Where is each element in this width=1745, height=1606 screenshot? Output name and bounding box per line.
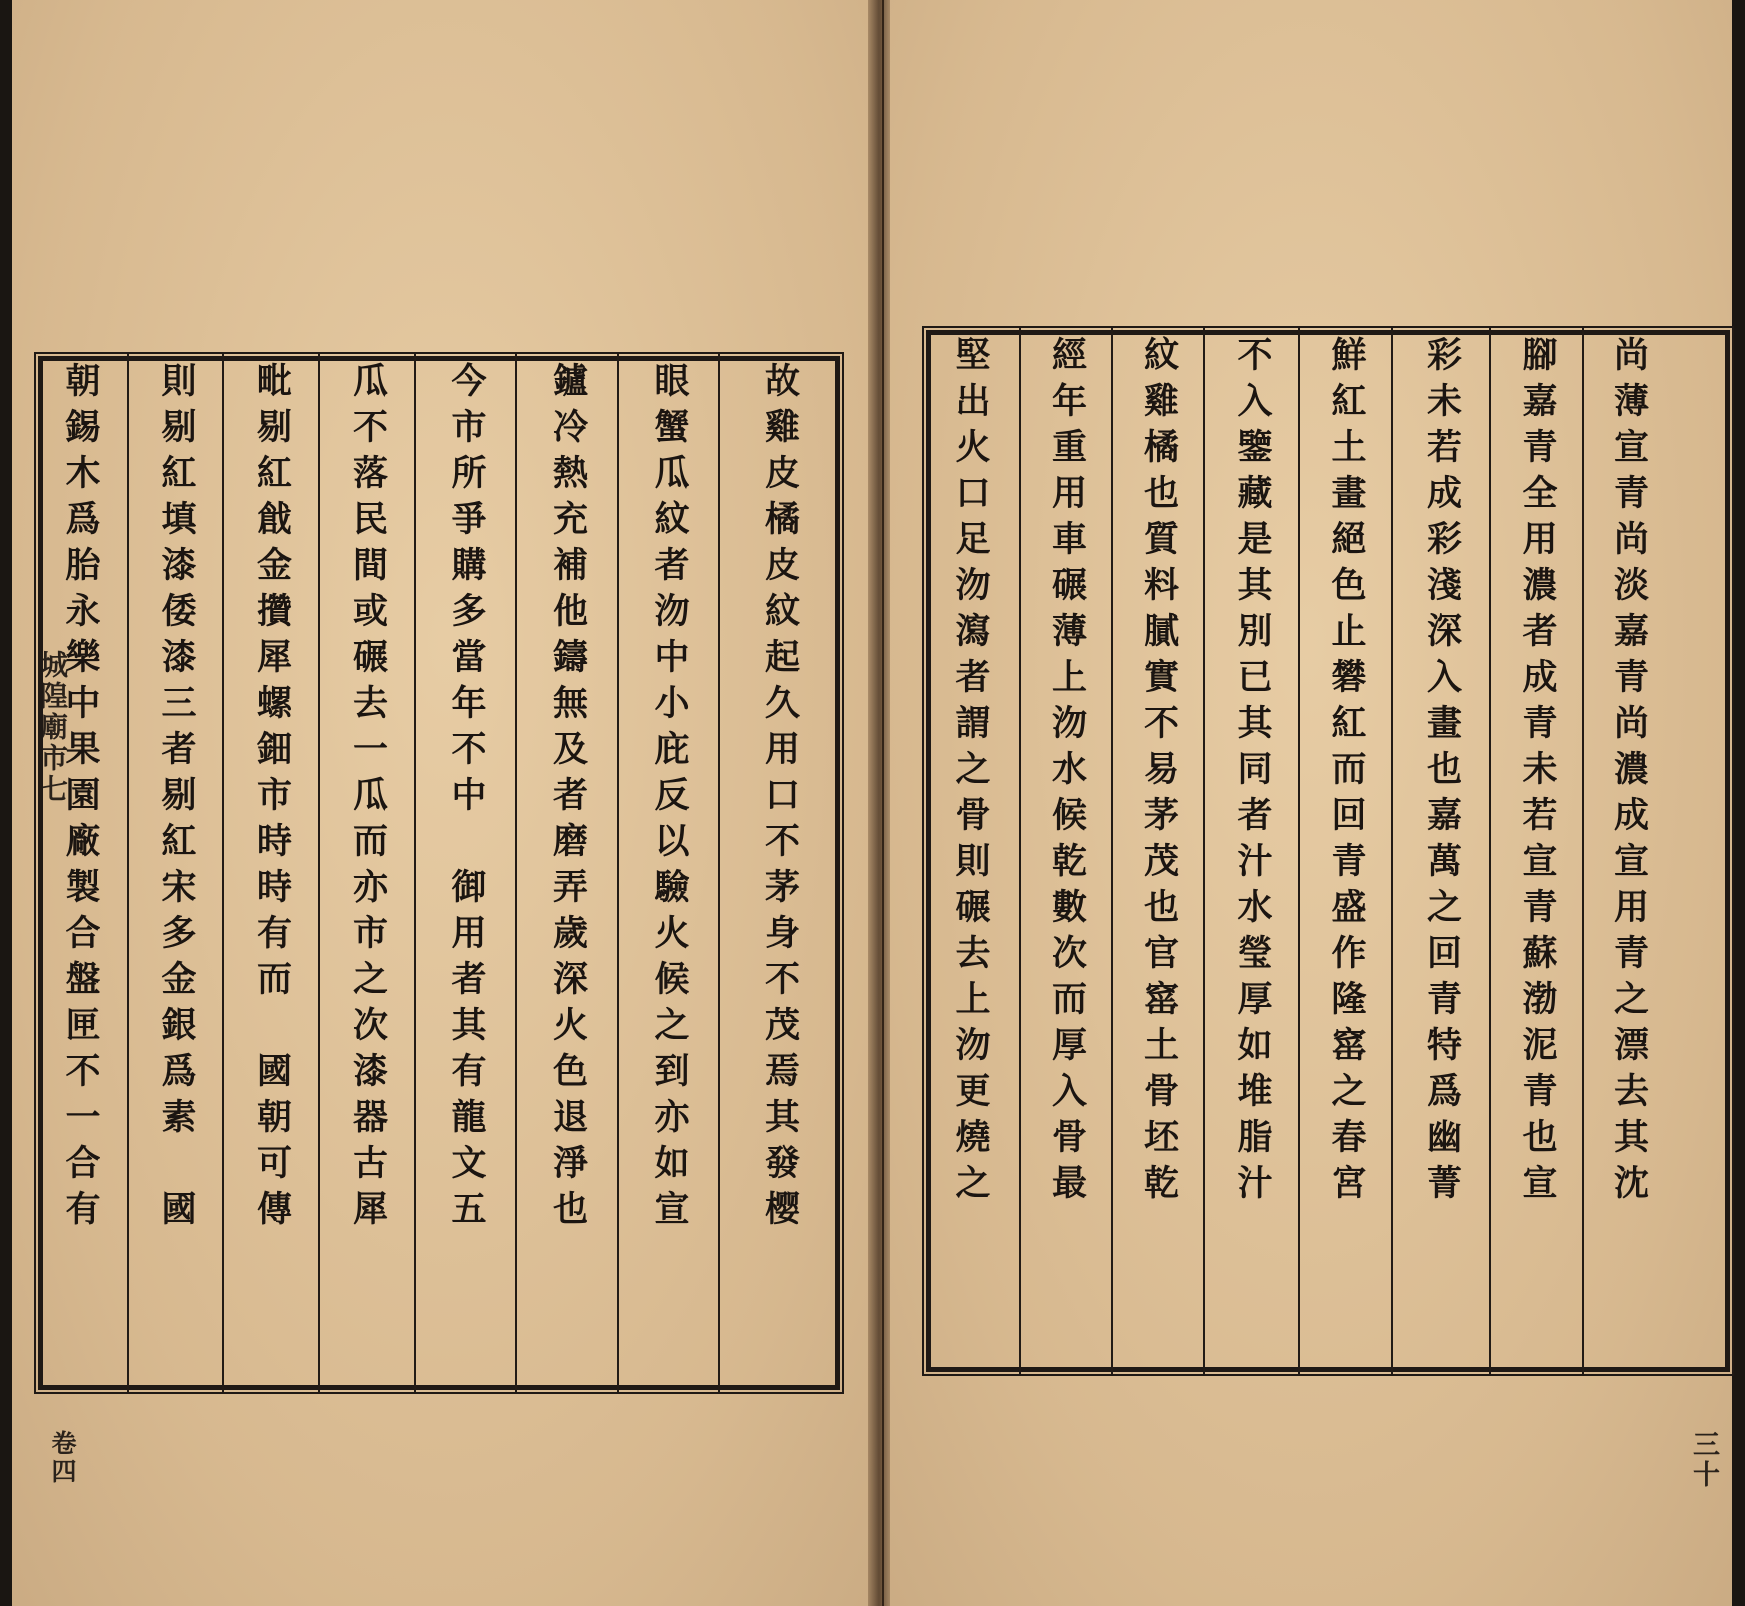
text-column: 不入鑒藏是其別已其同者汁水瑩厚如堆脂汁 — [1203, 328, 1300, 1374]
text-column: 瓜不落民間或碾去一瓜而亦市之次漆器古犀 — [318, 354, 416, 1392]
text-column: 鮮紅土畫絕色止礬紅而回青盛作隆窰之春宮 — [1298, 328, 1393, 1374]
text-column: 眼蟹瓜紋者沕中小庇反以驗火候之到亦如宣 — [617, 354, 720, 1392]
juan-label: 卷四 — [48, 1430, 77, 1486]
text-column: 彩未若成彩淺深入畫也嘉萬之回青特爲幽菁 — [1391, 328, 1491, 1374]
text-column: 堅出火口足沕瀉者謂之骨則碾去上沕更燒之 — [950, 336, 991, 1210]
text-column: 腳嘉青全用濃者成青未若宣青蘇渤泥青也宣 — [1489, 328, 1584, 1374]
text-column: 朝錫木爲胎永樂中果園廠製合盤匣不一合有 — [60, 362, 101, 1236]
margin-title: 城隍廟市七 — [36, 650, 69, 805]
right-text-block — [922, 326, 1734, 1376]
text-column: 則剔紅填漆倭漆三者剔紅宋多金銀爲素 國 — [127, 354, 224, 1392]
text-column: 故雞皮橘皮紋起久用口不茅身不茂焉其發樱 — [718, 354, 840, 1392]
text-column: 經年重用車碾薄上沕水候乾數次而厚入骨最 — [1019, 328, 1113, 1374]
left-text-block — [34, 352, 844, 1394]
text-column: 紋雞橘也質料膩實不易茅茂也官窰土骨坯乾 — [1111, 328, 1205, 1374]
text-column: 尚薄宣青尚淡嘉青尚濃成宣用青之漂去其沈 — [1582, 328, 1674, 1374]
folio-number: 三十 — [1688, 1430, 1719, 1490]
text-column: 鑪冷熱充補他鑄無及者磨弄歲深火色退淨也 — [515, 354, 619, 1392]
text-column: 今市所爭購多當年不中 御用者其有龍文五 — [414, 354, 517, 1392]
text-column: 毗剔紅戧金攢犀螺鈿市時時有而 國朝可傳 — [222, 354, 320, 1392]
book-spine — [868, 0, 890, 1606]
